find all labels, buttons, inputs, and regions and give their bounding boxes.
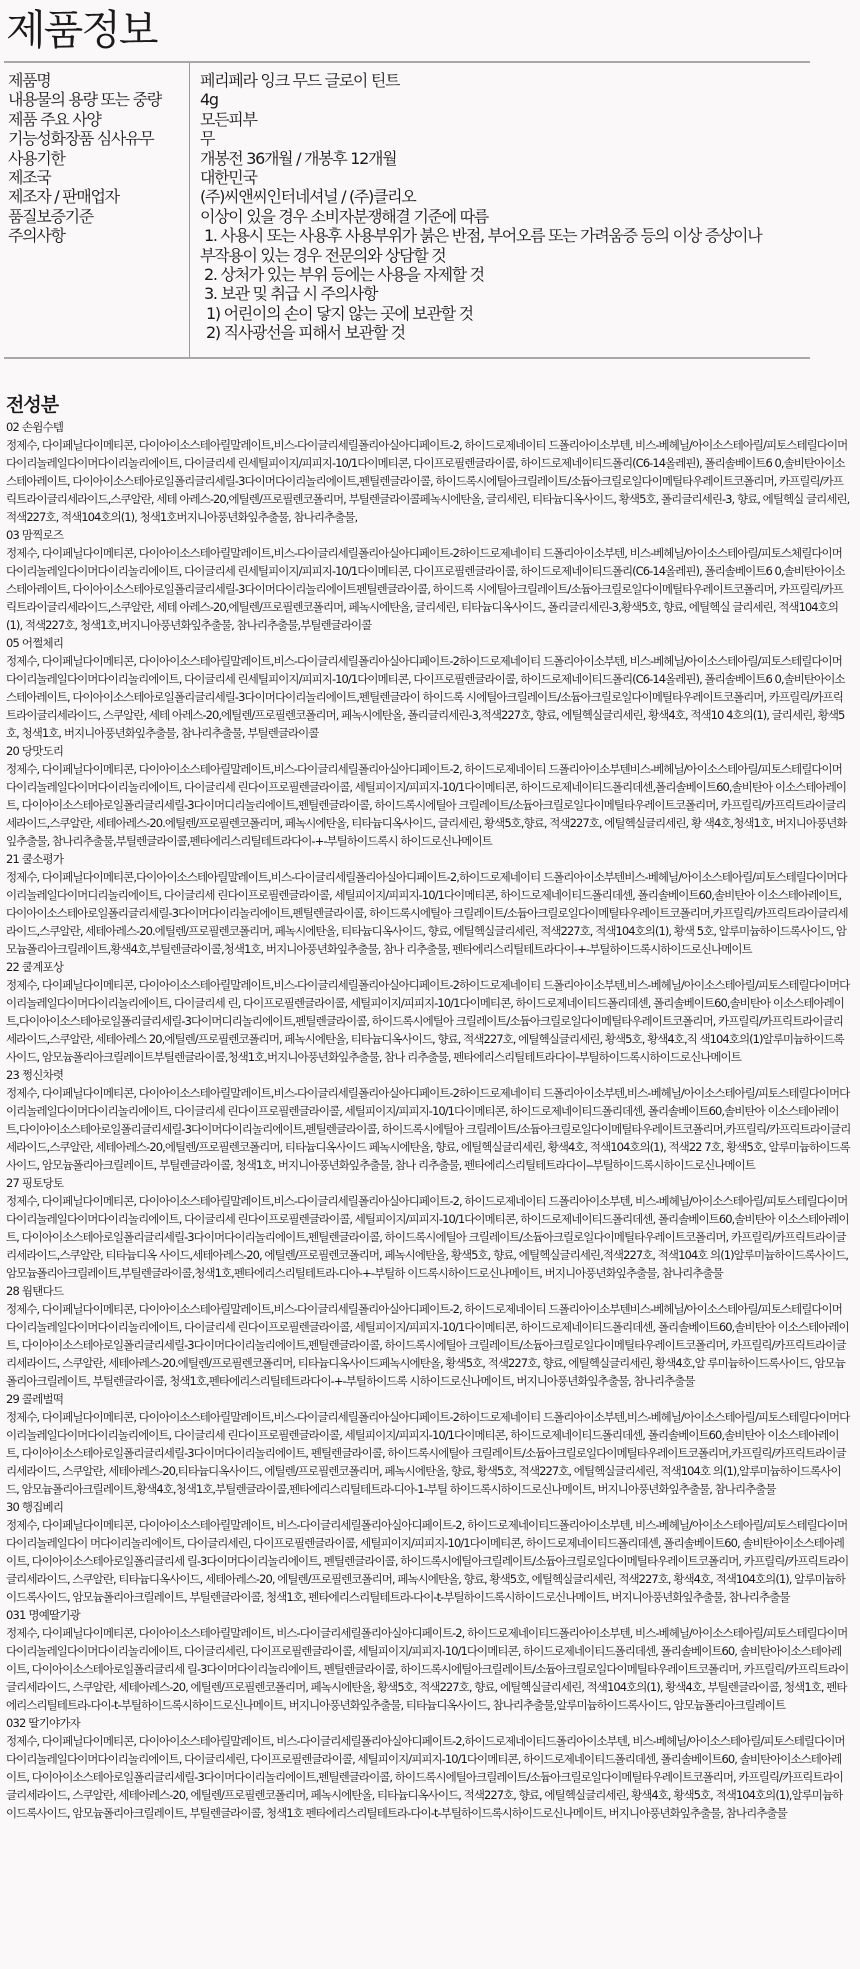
shade-name: 05 어쩔체리 <box>6 636 64 650</box>
shade-name: 23 쩡신차렷 <box>6 1068 64 1082</box>
caution-line: 3. 보관 및 취급 시 주의사항 <box>204 284 378 304</box>
shade-ingredient-list: 정제수, 다이페닐다이메티콘, 다이아이소스테아릴말레이트,비스-다이글리세릴폴리아실아디페이트-2, 하이드로제네이티 드폴리아이소부텐비스-베헤닐/아이소스테아릴/피토스테릴다이머다이리놀레일다이머다이리놀리에이트, 다이글리세 린다이프로필렌글라이콜, 세틸피이지/피피지-10/1다이메티콘, 하이드로제네이티드폴리데센, 폴리솔베이트60,솔비탄아 이소스테아레이트, 다이아이소스테아로일폴리글리세릴-3다이머다이리놀리에이트,펜틸렌글라이콜, 하이드록시에틸아 크릴레이트/소듐아크릴로일다이메틸타우레이트코폴리머, 카프릴릭/카프릭트라이글리세라이드, 스쿠알란, 세테아레스-20.에틸렌/프로필렌코폴리머, 티타늄디옥사이드페녹시에탄올, 황색5호, 적색227호, 향료, 에틸헥실글리세린, 황색4호,알 루미늄하이드록사이드, 암모늄폴리아크릴레이트, 부틸렌글라이콜, 청색1호,펜타에리스리틸테트라다이-+-부틸하이드록 시하이드로신나메이트, 버지니아풍년화잎추출물, 참나리추출물 <box>6 1302 849 1388</box>
value-skin-type: 모든피부 <box>200 109 257 129</box>
shade-ingredient-list: 정제수, 다이페닐다이메티콘, 다이아이소스테아릴말레이트, 비스-다이글리세릴폴리아실아디페이트-2, 하이드로제네이티드폴리아이소부텐, 비스-베헤닐/아이소스테아릴/피토스테릴다이머다이리놀레일다이 머다이리놀리에이트, 다이글리세린, 다이프로필렌글라이콜, 세틸피이지/피피지-10/1다이메티콘, 하이드로제네이티드폴리데센, 폴리솔베이트60, 솔비탄아이소스테아레이트, 다이아이소스테아로일폴리글리세 릴-3다이머다이리놀리에이트, 펜틸렌글라이콜, 하이드록시에틸아크릴레이트/소듐아크릴로일다이메틸타우레이트코폴리머, 카프릴릭/카프릭트라이글리세라이드, 스쿠알란, 티타늄디옥사이드, 세테아레스-20, 에틸렌/프로필렌코폴리머, 페녹시에탄올, 향료, 황색5호, 에틸헥실글리세린, 적색227호, 황색4호, 적색104호의(1), 알루미늄하이드록사이드, 암모늄폴리아크릴레이트, 부틸렌글라이콜, 청색1호, 펜타에리스리틸테트라-다이-t-부틸하이드록시하이드로신나메이트, 버지니아풍년화잎추출물, 참나리추출물 <box>6 1518 849 1604</box>
label-product-name: 제품명 <box>8 71 51 90</box>
ingredients-title: 전성분 <box>6 394 59 416</box>
value-functional-review: 무 <box>200 129 215 149</box>
shade-ingredients <box>6 958 858 1066</box>
info-values-column <box>190 63 810 357</box>
shade-ingredient-list: 정제수, 다이페닐다이메티콘, 다이아이소스테아릴말레이트,비스-다이글리세릴폴리아실아디페이트-2하이드로제네이티 드폴리아이소부텐,비스-베헤닐/아이소스테아릴/피토스테릴다이머다이리놀레일다이머다이리놀리에이트, 다이글리세 린다이프로필렌글라이콜, 세틸피이지/피피지-10/1다이메티콘, 하이드로제네이티드폴리데센, 폴리솔베이트60,솔비탄아 이소스테아레이트, 다이아이소스테아로일폴리글리세릴-3다이머다이리놀리에이트, 펜틸렌글라이콜, 하이드록시에틸아 크릴레이트/소듐아크릴로일다이메틸타우레이트코폴리머,카프릴릭/카프릭트라이글리세라이드, 스쿠알란, 세테아레스-20,티타늄디옥사이드, 에틸렌/프로필렌코폴리머, 페녹시에탄올, 향료, 황색5호, 적색227호, 에틸헥실글리세린, 적색104호 의(1),알루미늄하이드록사이드, 암모늄폴리아크릴레이트,황색4호,청색1호,부틸렌글라이콜,펜타에리스리틸테트라-디아-1-부틸 하이드록시하이드로신나메이트, 버지니아풍년화잎추출물, 참나리추출물 <box>6 1410 850 1496</box>
shade-name: 032 딸기야가자 <box>6 1716 80 1730</box>
info-labels-column <box>4 63 190 357</box>
label-skin-type: 제품 주요 사양 <box>8 109 101 129</box>
shade-ingredient-list: 정제수, 다이페닐다이메티콘, 다이아이소스테아릴말레이트,비스-다이글리세릴폴리아실아디페이트-2하이드로제네이티 드폴리아이소부텐, 비스-베헤닐/아이소스테아릴/피토스체릴다이머다이리놀레일다이머다이리놀리에이트, 다이글리세 린세틸피이지/피피지-10/1다이메티콘, 다이프로필렌글라이콜, 하이드로제네이티드폴리(C6-14올레핀), 폴리솔베이트6 0,솔비탄아이소스테아레이트, 다이아이소스테아로일폴리글리세릴-3다이머다이리놀리에이트펜틸렌글라이콜, 하이드록 시에틸아크릴레이트/소듐아크릴로일다이메틸타우레이트코폴리머, 카프릴릭/카프릭트라이글리세라이드,스쿠알란, 세테 아레스-20,에틸렌/프로필렌코폴리머, 페녹시에탄올, 글리세린, 티타늄디옥사이드, 폴리글리세린-3,황색5호, 향료, 에틸헥실 글리세린, 적색104호의(1), 적색227호, 청색1호,버지니아풍년화잎추출물, 참나리추출물,부틸렌글라이콜 <box>6 546 845 632</box>
label-functional-review: 기능성화장품 심사유무 <box>8 129 154 149</box>
label-maker: 제조자 / 판매업자 <box>8 187 119 207</box>
ingredients-section <box>6 392 858 1822</box>
shade-name: 031 명예딸기광 <box>6 1608 80 1622</box>
caution-line: 2) 직사광선을 피해서 보관할 것 <box>206 323 405 343</box>
value-volume: 4g <box>200 90 218 110</box>
label-expiry: 사용기한 <box>8 148 65 168</box>
value-quality: 이상이 있을 경우 소비자분쟁해결 기준에 따름 <box>200 206 488 226</box>
shade-ingredients <box>6 418 858 526</box>
shade-ingredient-list: 정제수, 다이페닐다이메티콘, 다이아이소스테아릴말레이트,비스-다이글리세릴폴리아실아디페이트-2하이드로제네이티 드폴리아이소부텐,비스-베헤닐/아이소스테아릴/피토스테릴다이머다이리놀레일다이머다이리놀리에이트, 다이글리세 린다이프로필렌글라이콜, 세틸피이지/피피지-10/1다이메티콘, 하이드로제네이티드폴리데센, 폴리솔베이트60,솔비탄아 이소스테아레이트,다이아이소스테아로일폴리글리세릴-3다이머다이리놀리에이트,펜틸렌글라이콜, 하이드록시에틸아 크릴레이트/소듐아크릴로일다이메틸타우레이트코폴리머,카프릴릭/카프릭트라이글리세라이드,스쿠알란, 세테아레스-20,에틸렌/프로필렌코폴리머, 티타늄디옥사이드 페녹시에탄올, 향료, 에틸헥실글리세린, 황색4호, 적색104호의(1), 적색22 7호, 황색5호, 알루미늄하이드록사이드, 암모늄폴리아크릴레이트, 부틸렌글라이콜, 청색1호, 버지니아풍년화잎추출물, 참나 리추출물, 펜타에리스리틸테트라다이--부틸하이드록시하이드로신나메이트 <box>6 1086 851 1172</box>
product-info-table <box>4 61 810 359</box>
caution-line: 부작용이 있는 경우 전문의와 상담할 것 <box>200 245 446 265</box>
shade-ingredients <box>6 1066 858 1174</box>
page-title: 제품정보 <box>6 6 157 54</box>
shade-name: 02 손윔수템 <box>6 420 64 434</box>
value-country: 대한민국 <box>200 168 257 188</box>
shade-ingredients <box>6 850 858 958</box>
shade-name: 21 쿨소평가 <box>6 852 64 866</box>
shade-ingredient-list: 정제수, 다이페닐다이메티콘, 다이아이소스테아릴말레이트,비스-다이글리세릴폴리아실아디페이트-2, 하이드로제네이티 드폴리아이소부텐비스-베헤닐/아이소스테아릴/피토스테릴다이머다이리놀레일다이머다이리놀리에이트, 다이글리세 린다이프로필렌글라이콜, 세틸피이지/피피지-10/1다이메티콘, 하이드로제네이티드폴리데센,폴리솔베이트60,솔비탄아 이소스테아레이트, 다이아이소스테아로일폴리글리세릴-3다이머디리놀리에이트,펜틸렌글라이콜, 하이드록시에틸아 크릴레이트/소듐아크릴로일다이메틸타우레이트코폴리머, 카프릴릭/카프릭트라이글리세라이드,스쿠알란, 세테아레스-20.에틸렌/프로필렌코폴리머, 페녹시에탄올, 티타늄디옥사이드, 글리세린, 황색5호,향료, 적색227호, 에틸헥실글리세린, 황 색4호,청색1호, 버지니아풍년화잎추출물, 참나리추출물,부틸렌글라이콜,펜타에리스리틸테트라다이-+-부틸하이드록시 하이드로신나메이트 <box>6 762 847 848</box>
shade-ingredient-list: 정제수, 다이페닐다이메티콘, 다이아이소스테아릴말레이트,비스-다이글리세릴폴리아실아디페이트-2하이드로제네이티 드폴리아이소부텐, 비스-베헤닐/아이소스테아릴/피토스테릴다이머다이리놀레일다이머다이리놀리에이트, 다이글리세 린세틸피이지/피피지-10/1다이메티콘, 다이프로필렌글라이콜, 하이드로제네이티드폴리(C6-14올레핀), 폴리솔베이트6 0,솔비탄아이소스테아레이트, 다이아이소스테아로일폴리글리세릴-3다이머다이리놀리에이트,펜틸렌글라이 하이드록 시에틸아크릴레이트/소듐아크릴로일다이메틸타우레이트코폴리머, 카프릴릭/카프릭트라이글리세라이드, 스쿠알란, 세테 아레스-20,에틸렌/프로필렌코폴리머, 페녹시에탄올, 폴리글리세린-3,적색227호, 향료, 에틸헥실글리세린, 황색4호, 적색10 4호의(1), 글리세린, 황색5호, 청색1호, 버지니아풍년화잎추출물, 참나리추출물, 부틸렌글라이콜 <box>6 654 845 740</box>
shade-ingredient-list: 정제수, 다이페닐다이메티콘, 다이아이소스테아릴말레이트,비스-다이글리세릴폴리아실아디페이트-2, 하이드로제네이티 드폴리아이소부텐, 비스-베헤닐/아이소스테아릴/피토스테릴다이머다이리놀레일다이머다이리놀리에이트, 다이글리세 린세틸피이지/피피지-10/1다이메티콘, 다이프로필렌글라이콜, 하이드로제네이티드폴리(C6-14올레핀), 폴리솔베이트6 0,솔비탄아이소스테아레이트, 다이아이소스테아로일폴리글리세릴-3다이머다이리놀리에이트,펜틸렌글라이콜, 하이드록시에틸아크릴레이트/소듐아크릴로일다이메틸타우레이트코폴리머, 카프릴릭/카프릭트라이글리세라이드,스쿠알란, 세테 아레스-20,에틸렌/프로필렌코폴리머, 부틸렌글라이콜페녹시에탄올, 글리세린, 티타늄디옥사이드, 황색5호, 폴리글리세린-3, 향료, 에틸헥실 글리세린, 적색227호, 적색104호의(1), 청색1호버지니아풍년화잎추출물, 참나리추출물, <box>6 438 850 524</box>
shade-ingredient-list: 정제수, 다이페닐다이메티콘, 다이아이소스테아릴말레이트, 비스-다이글리세릴폴리아실아디페이트-2,하이드로제네이티드폴리아이소부텐, 비스-베헤닐/아이소스테아릴/피토스테릴다이머다이리놀레일다이머다이리놀리에이트, 다이글리세린, 다이프로필렌글라이콜, 세틸피이지/피피지-10/1다이메티콘, 하이드로제네이티드폴리데센, 폴리솔베이트60, 솔비탄아이소스테아레이트, 다이아이소스테아로일폴리글리세릴-3다이머다이리놀리에이트,펜틸렌글라이콜, 하이드록시에틸아크릴레이트/소듐아크릴로일다이메틸타우레이트코폴리머, 카프릴릭/카프릭트라이글리세라이드, 스쿠알란, 세테아레스-20, 에틸렌/프로필렌코폴리머, 페녹시에탄올, 티타늄디옥사이드, 적색227호, 향료, 에틸헥실글리세린, 황색4호, 황색5호, 적색104호의(1),알루미늄하이드록사이드, 암모늄폴리아크릴레이트, 부틸렌글라이콜, 청색1호 펜타에리스리틸테트라-다이-t-부틸하이드록시하이드로신나메이트, 버지니아풍년화잎추출물, 참나리추출물 <box>6 1734 845 1820</box>
shade-ingredient-list: 정제수, 다이페닐다이메티콘, 다이아이소스테아릴말레이트, 비스-다이글리세릴폴리아실아디페이트-2, 하이드로제네이티드폴리아이소부텐, 비스-베헤닐/아이소스테아릴/피토스테릴다이머다이리놀레일다이머다이리놀리에이트, 다이글리세린, 다이프로필렌글라이콜, 세틸피이지/피피지-10/1다이메티콘, 하이드로제네이티드폴리데센, 폴리솔베이트60, 솔비탄아이소스테아레이트, 다이아이소스테아로일폴리글리세 릴-3다이머다이리놀리에이트, 펜틸렌글라이콜, 하이드록시에틸아크릴레이트/소듐아크릴로일다이메틸타우레이트코폴리머, 카프릴릭/카프릭트라이글리세라이드, 스쿠알란, 세테아레스-20, 에틸렌/프로필렌코폴리머, 페녹시에탄올, 황색5호, 적색227호, 향료, 에틸헥실글리세린, 적색104호의(1), 황색4호, 부틸렌글라이콜, 청색1호, 펜타에리스리틸테트라-다이-t-부틸하이드록시하이드로신나메이트, 버지니아풍년화잎추출물, 티타늄디옥사이드, 참나리추출물,알루미늄하이드록사이드, 암모늄폴리아크릴레이트 <box>6 1626 849 1712</box>
shade-ingredients <box>6 1282 858 1390</box>
label-cautions: 주의사항 <box>8 226 65 246</box>
shade-name: 30 행집베리 <box>6 1500 64 1514</box>
caution-line: 2. 상처가 있는 부위 등에는 사용을 자제할 것 <box>204 265 484 285</box>
shade-ingredient-list: 정제수, 다이페닐다이메티콘, 다이아이소스테아릴말레이트,비스-다이글리세릴폴리아실아디페이트-2, 하이드로제네이티 드폴리아이소부텐, 비스-베헤닐/아이소스테아릴/피토스테릴다이머다이리놀레일다이머다이리놀리에이트, 다이글리세 린다이프로필렌글라이콜, 세틸피이지/피피지-10/1다이메티콘, 하이드로제네이티드폴리데센, 폴리솔베이트60,솔비탄아 이소스테아레이트, 다이아이소스테아로일폴리글리세릴-3다이머다이리놀리에이트,펜틸렌글라이콜, 하이드록시에틸아 크릴레이트/소듐아크릴로일다이메틸타우레이트코폴리머, 카프릴릭/카프릭트라이글리세라이드,스쿠알란, 티타늄디옥 사이드,세테아레스-20, 에틸렌/프로필렌코폴리머, 페녹시에탄올, 황색5호, 향료, 에틸헥실글리세린,적색227호, 적색104호 의(1)알루미늄하이드록사이드, 암모늄폴리아크릴레이트,부틸렌글라이콜,청색1호,펜타에리스리틸테트라-디아-+-부틸하 이드록시하이드로신나메이트, 버지니아풍년화잎추출물, 참나리추출물 <box>6 1194 849 1280</box>
shade-ingredients <box>6 1714 858 1822</box>
shade-ingredients <box>6 634 858 742</box>
shade-name: 03 맘찍로즈 <box>6 528 64 542</box>
shade-ingredient-list: 정제수, 다이페닐다이메티콘,다이아이소스테아릴말레이트,비스-다이글리세릴폴리아실아디페이트-2,하이드로제네이티 드폴리아이소부텐비스-베헤닐/아이소스테아릴/피토스테릴다이머다이리놀레일다이머디리놀리에이트, 다이글리세 린다이프로필렌글라이콜, 세틸피이지/피피지-10/1다이메티콘, 하이드로제네이티드폴리데센, 폴리솔베이트60,솔비탄아 이소스테아레이트,다이아이소스테아로일폴리글리세릴-3다이머다이리놀리에이트,펜틸렌글라이콜, 하이드록시에틸아 크릴레이트/소듐아크릴로일다이메틸타우레이트코폴리머,카프릴릭/카프릭트라이글리세라이드,스쿠알란, 세테아레스-20.에틸렌/프로필렌코폴리머, 페녹시에탄올, 티타늄디옥사이드, 향료, 에틸헥실글리세린, 적색227호, 적색104호의(1), 황색 5호, 알루미늄하이드록사이드, 암모늄폴리아크릴레이트,황색4호,부틸렌글라이콜,청색1호, 버지니아풍년화잎추출물, 참나 리추출물, 펜타에리스리틸테트라다이-+-부틸하이드록시하이드로신나메이트 <box>6 870 848 956</box>
shade-name: 29 콜레벌떡 <box>6 1392 64 1406</box>
shade-ingredients <box>6 1390 858 1498</box>
shade-name: 28 웜탠다드 <box>6 1284 64 1298</box>
shade-ingredients <box>6 742 858 850</box>
caution-line: 1. 사용시 또는 사용후 사용부위가 붉은 반점, 부어오름 또는 가려움증 등의 이상 증상이나 <box>204 226 762 246</box>
shade-ingredients <box>6 1498 858 1606</box>
shade-ingredients <box>6 1174 858 1282</box>
shade-ingredients <box>6 1606 858 1714</box>
shade-name: 22 쿨계포상 <box>6 960 64 974</box>
shade-ingredient-list: 정제수, 다이페닐다이메티콘, 다이아이소스테아릴말레이트,비스-다이글리세릴폴리아실아디페이트-2하이드로제네이티 드폴리아이소부텐,비스-베헤닐/아이소스테아릴/피토스테릴다이머다이리놀레일다이머다이리놀리에이트, 다이글리세 린, 다이프로필렌글라이콜, 세틸피이지/피피지-10/1다이메티콘, 하이드로제네이티드폴리데센, 폴리솔베이트60,솔비탄아 이소스테아레이트,다이아이소스테아로일폴리글리세릴-3다이머디리놀리에이트,펜틸렌글라이콜, 하이드록시에틸아 크릴레이트/소듐아크릴로일다이메틸타우레이트코폴리머, 카프릴릭/카프릭트라이글리세라이드,스쿠알란, 세테아레스 20,에틸렌/프로필렌코폴리머, 페녹시에탄올, 티타늄디옥사이드, 향료, 적색227호, 에틸헥실글리세린, 황색5호, 황색4호,직 색104호의(1)알루미늄하이드록사이드, 암모늄폴리아크릴레이트부틸렌글라이콜,청색1호,버지니아풍년화잎추출물, 참나 리추출물, 펜타에리스리틸테트라다이-부틸하이드록시하이드로신나메이트 <box>6 978 850 1064</box>
value-expiry: 개봉전 36개월 / 개봉후 12개월 <box>200 148 397 168</box>
label-quality: 품질보증기준 <box>8 206 93 226</box>
label-country: 제조국 <box>8 168 51 188</box>
caution-line: 1) 어린이의 손이 닿지 않는 곳에 보관할 것 <box>206 303 473 323</box>
shade-ingredients <box>6 526 858 634</box>
value-maker: (주)씨앤씨인터네셔널 / (주)클리오 <box>200 187 416 207</box>
shade-name: 27 핑토당토 <box>6 1176 64 1190</box>
value-product-name: 페리페라 잉크 무드 글로이 틴트 <box>200 71 400 90</box>
label-volume: 내용물의 용량 또는 중량 <box>8 90 161 110</box>
shade-name: 20 당맛도리 <box>6 744 64 758</box>
